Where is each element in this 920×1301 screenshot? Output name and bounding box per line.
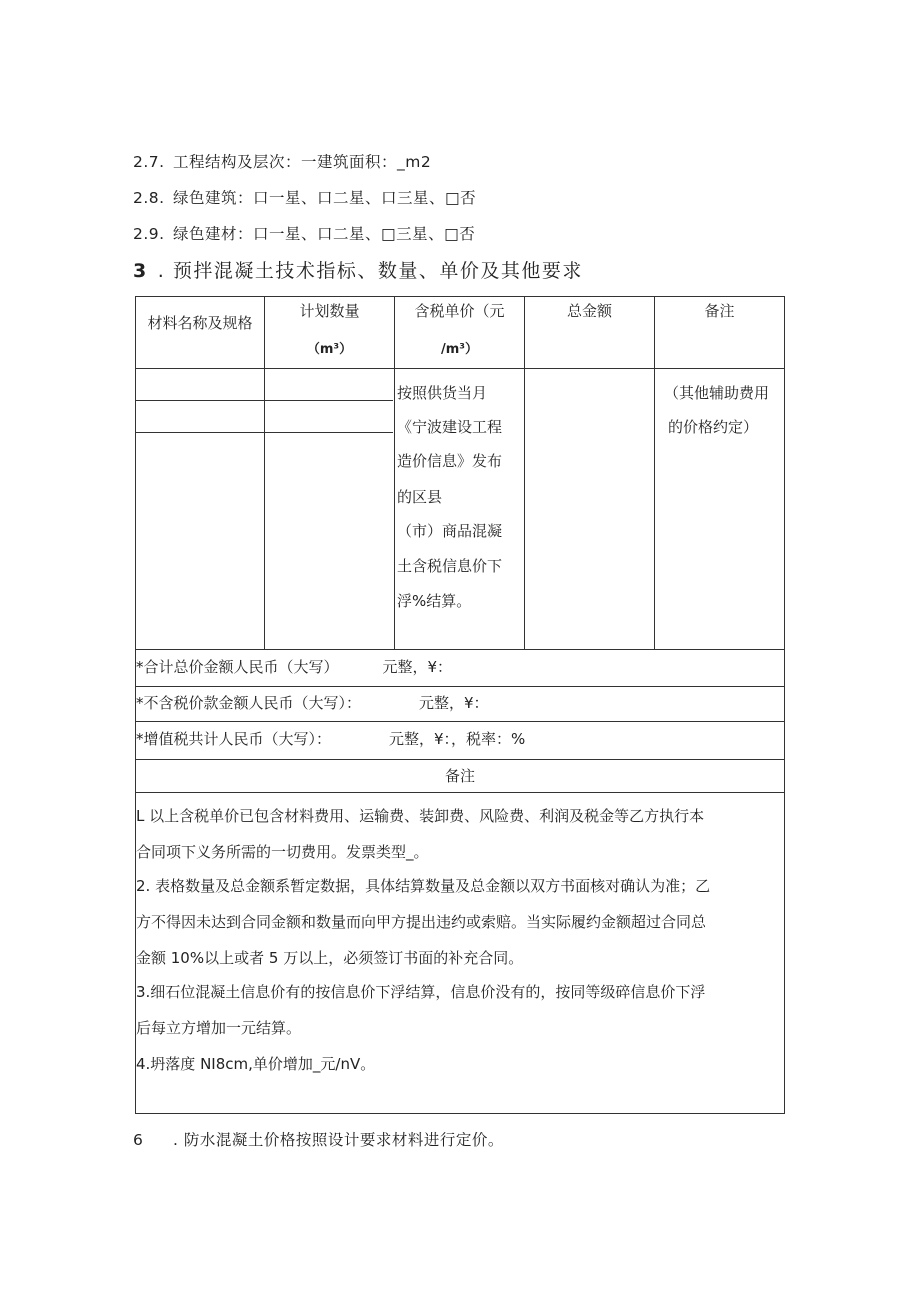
remark-desc-line: （其他辅助费用 bbox=[664, 384, 770, 402]
price-desc-line: 《宁波建设工程 bbox=[397, 418, 503, 436]
summary-value: 元整，¥： bbox=[382, 658, 453, 676]
note-line: 方不得因未达到合同金额和数量而向甲方提出违约或索赔。当实际履约金额超过合同总 bbox=[136, 913, 707, 931]
rule bbox=[135, 759, 785, 760]
note-line: L 以上含税单价已包含材料费用、运输费、装卸费、风险费、利润及税金等乙方执行本 bbox=[136, 807, 705, 825]
section-number: 3 bbox=[133, 260, 148, 282]
note-1 bbox=[136, 798, 704, 870]
section-title: . 预拌混凝土技术指标、数量、单价及其他要求 bbox=[157, 260, 583, 282]
header-qty-unit: （m³） bbox=[306, 342, 353, 357]
price-desc-line: （市）商品混凝 bbox=[397, 522, 503, 540]
item-number: 2.8. bbox=[133, 189, 165, 207]
item-2-7 bbox=[133, 150, 431, 172]
item-text: 绿色建材：口一星、口二星、□三星、□否 bbox=[173, 225, 476, 243]
price-desc-line: 浮%结算。 bbox=[397, 592, 472, 610]
price-desc-line: 的区县 bbox=[397, 488, 443, 506]
remark-desc-line: 的价格约定） bbox=[668, 418, 759, 436]
note-4 bbox=[136, 1046, 375, 1082]
rule bbox=[784, 296, 785, 1114]
rule bbox=[135, 686, 785, 687]
item-number: 2.9. bbox=[133, 225, 165, 243]
summary-value: 元整，¥： bbox=[419, 694, 489, 712]
summary-value: 元整，¥：，税率：% bbox=[389, 730, 526, 748]
header-name: 材料名称及规格 bbox=[147, 314, 253, 332]
note-line: 2. 表格数量及总金额系暂定数据，具体结算数量及总金额以双方书面核对确认为准；乙 bbox=[136, 877, 711, 895]
summary-vat bbox=[136, 728, 525, 749]
summary-label: *合计总价金额人民币（大写） bbox=[136, 658, 339, 676]
header-remark: 备注 bbox=[704, 302, 735, 320]
rule bbox=[135, 1113, 785, 1114]
item-number: 2.7. bbox=[133, 153, 165, 171]
item-number: 6 bbox=[133, 1131, 144, 1149]
rule bbox=[135, 721, 785, 722]
header-price: 含税单价（元 bbox=[414, 302, 505, 320]
item-text: . 防水混凝土价格按照设计要求材料进行定价。 bbox=[173, 1131, 504, 1149]
summary-label: *增值税共计人民币（大写）： bbox=[136, 730, 332, 748]
price-desc-line: 土含税信息价下 bbox=[397, 557, 503, 575]
summary-total bbox=[136, 656, 452, 677]
item-text: 工程结构及层次：一建筑面积：_m2 bbox=[173, 153, 432, 171]
rule bbox=[135, 368, 785, 369]
notes-title: 备注 bbox=[444, 767, 475, 785]
note-line: 金额 10%以上或者 5 万以上，必须签订书面的补充合同。 bbox=[136, 949, 524, 967]
rule bbox=[135, 296, 785, 297]
section-3-heading bbox=[133, 256, 583, 283]
header-total: 总金额 bbox=[566, 302, 612, 320]
rule bbox=[524, 296, 525, 649]
note-line: 3.细石位混凝土信息价有的按信息价下浮结算，信息价没有的，按同等级碎信息价下浮 bbox=[136, 983, 706, 1001]
note-line: 4.坍落度 NI8cm,单价增加_元/nV。 bbox=[136, 1055, 376, 1073]
item-6 bbox=[133, 1128, 504, 1150]
summary-label: *不含税价款金额人民币（大写）： bbox=[136, 694, 362, 712]
price-desc-line: 按照供货当月 bbox=[397, 384, 488, 402]
summary-pretax bbox=[136, 692, 489, 713]
item-text: 绿色建筑：口一星、口二星、口三星、□否 bbox=[173, 189, 477, 207]
rule bbox=[654, 296, 655, 649]
note-line: 合同项下义务所需的一切费用。发票类型_。 bbox=[136, 843, 429, 861]
note-line: 后每立方增加一元结算。 bbox=[136, 1019, 302, 1037]
item-2-8 bbox=[133, 186, 476, 208]
header-price-unit: /m³） bbox=[441, 342, 478, 357]
price-desc-line: 造价信息》发布 bbox=[397, 452, 503, 470]
header-qty: 计划数量 bbox=[299, 302, 360, 320]
rule bbox=[135, 792, 785, 793]
rule bbox=[135, 649, 785, 650]
item-2-9 bbox=[133, 222, 475, 244]
note-3 bbox=[136, 974, 705, 1046]
note-2 bbox=[136, 868, 710, 976]
